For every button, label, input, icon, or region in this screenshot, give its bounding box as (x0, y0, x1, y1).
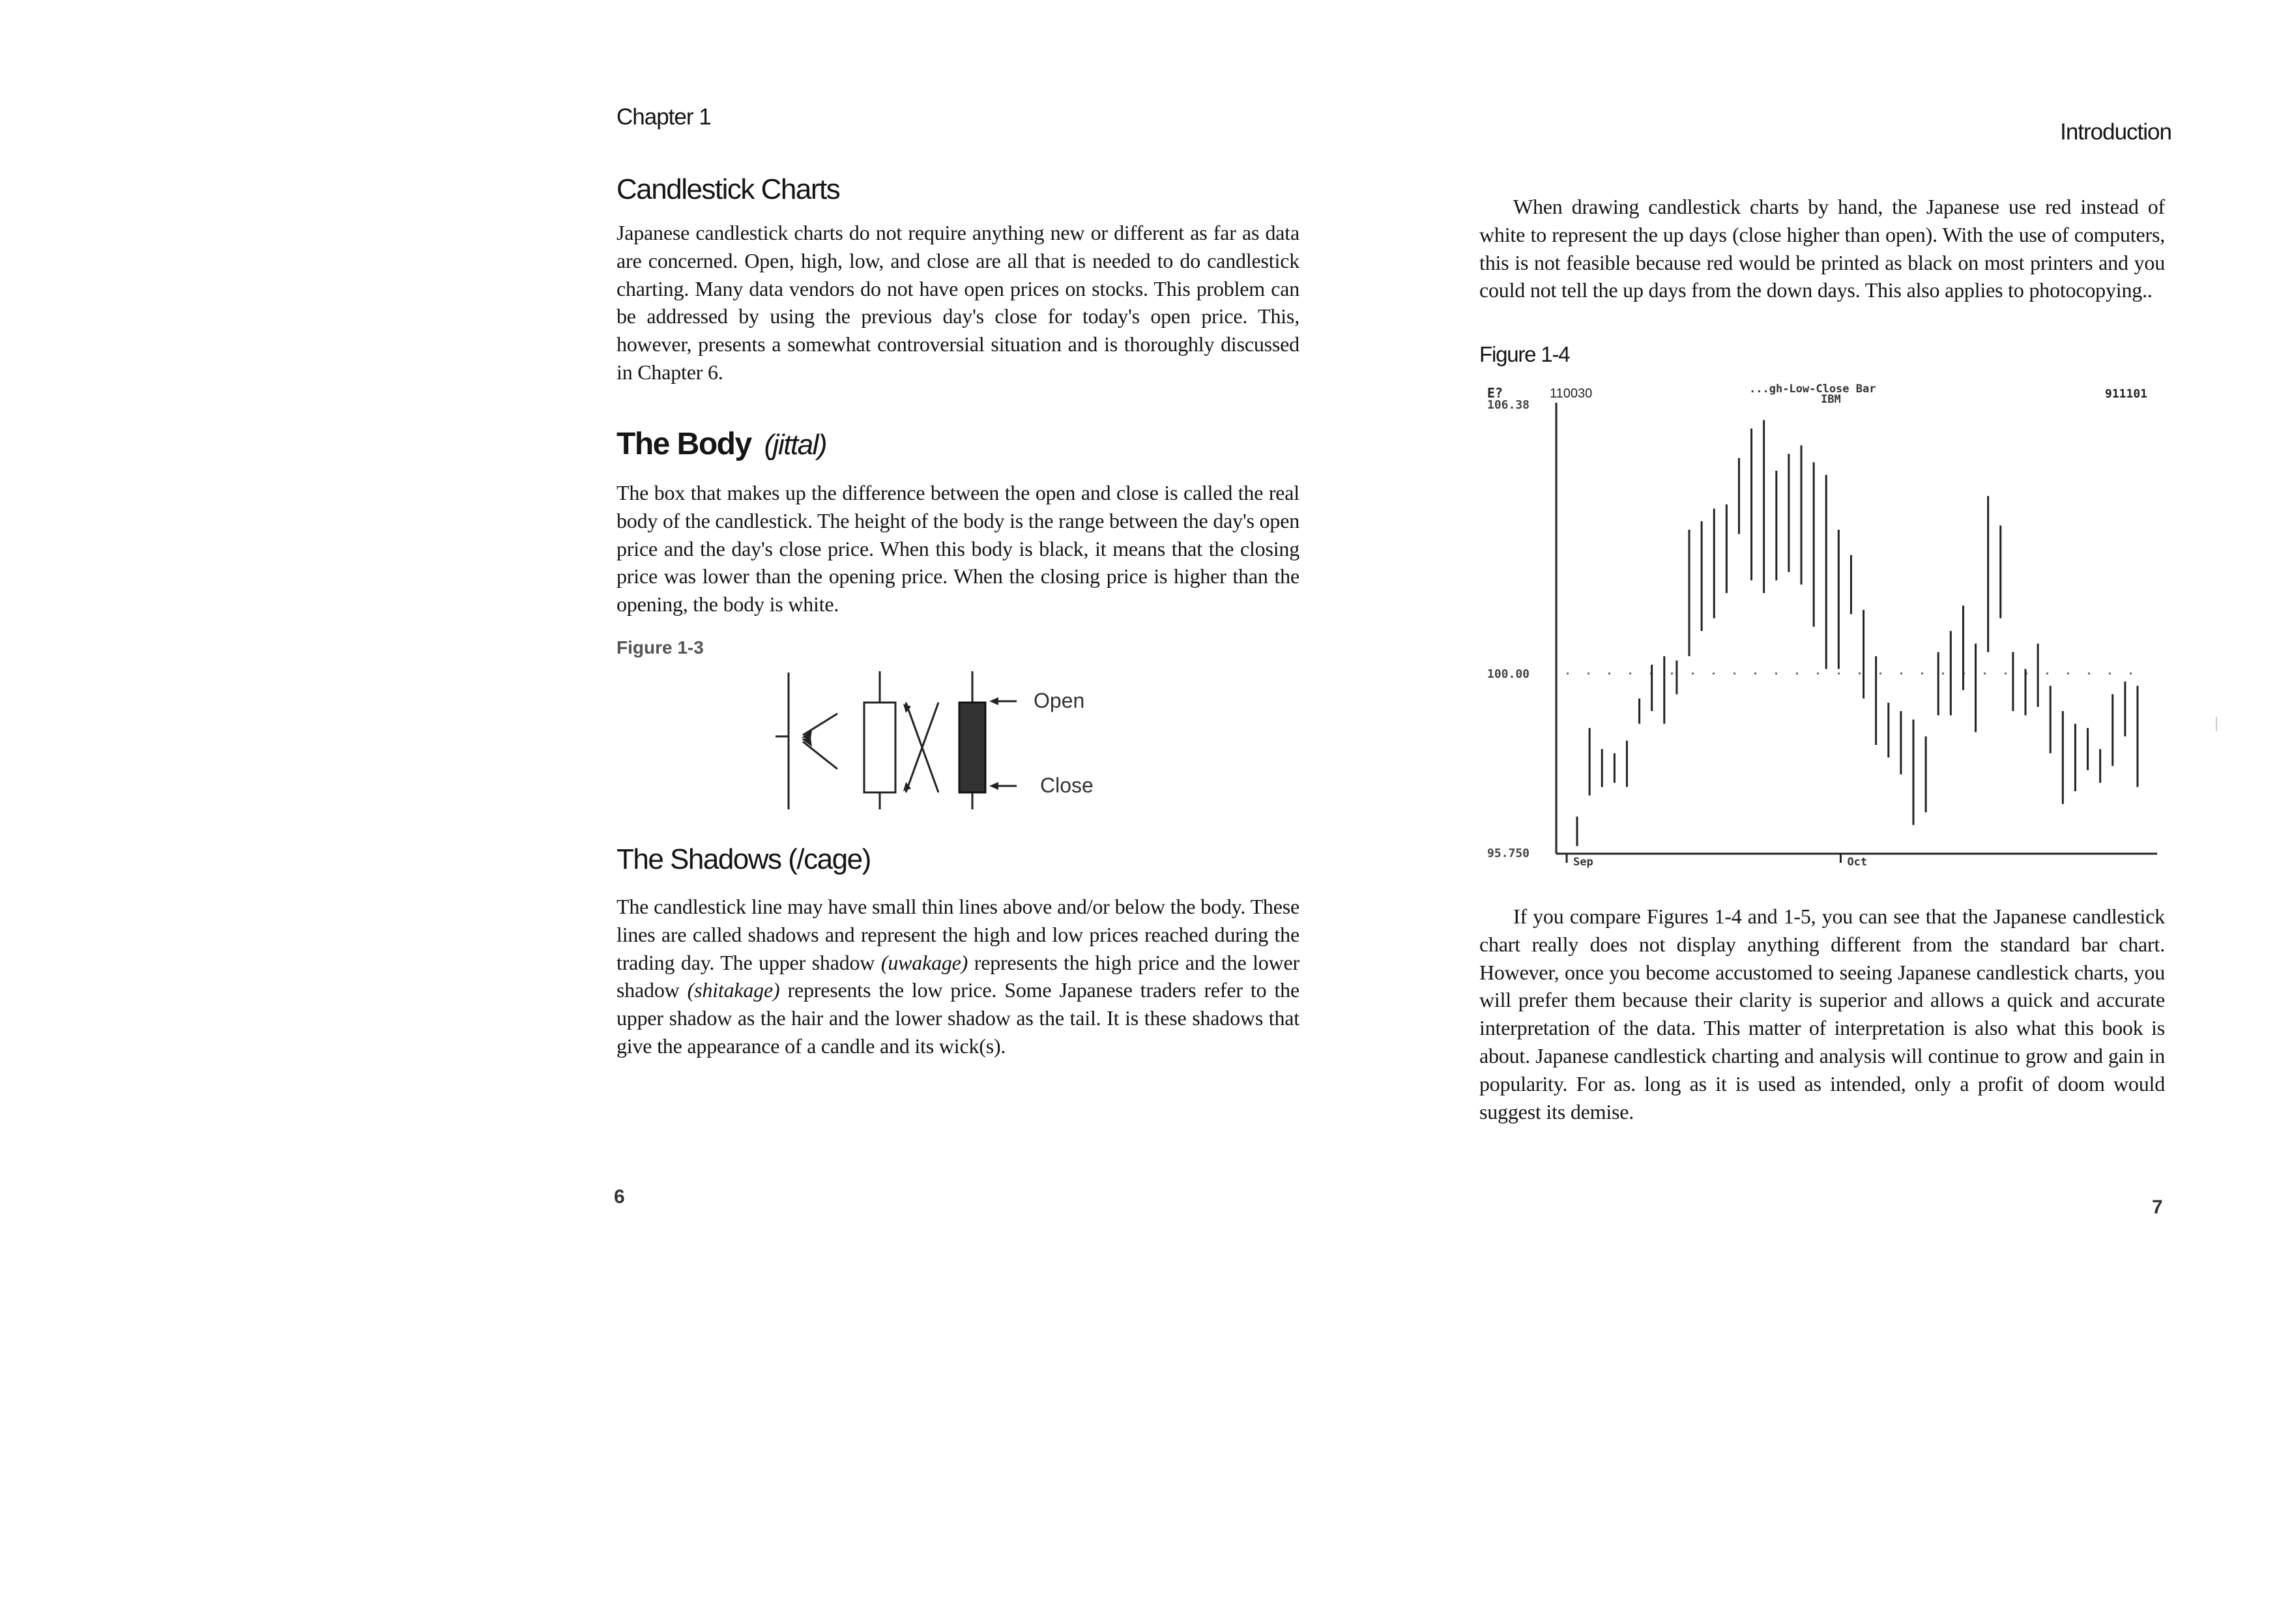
y-tick-label: 95.750 (1487, 847, 1530, 860)
reference-dot (1817, 673, 1819, 674)
y-tick-label: 100.00 (1487, 667, 1530, 681)
arrow-line-lower (803, 742, 837, 769)
open-label: Open (1034, 689, 1085, 712)
chart-header-left: E? (1487, 385, 1503, 401)
reference-dot (1588, 673, 1589, 674)
reference-dot (1796, 673, 1798, 674)
black-candle-body (959, 703, 985, 792)
paragraph-text: The box that makes up the difference between the open and close is called the real body of the candlestick. The height of the body is the range between the day's open price and the day's close price. When this body is black, it means that the closing price was lower than the opening price. When the closing price is higher than the opening, the body is white. (617, 481, 1299, 616)
paragraph-part1: The candlestick line may have small thin lines above and/or below the body. These lines are called shadows and represent the high and low prices reached during the trading day. The upper shadow (617, 895, 1299, 974)
term-uwakage: (uwakage) (880, 950, 968, 974)
y-tick-label: 106.38 (1487, 398, 1530, 412)
reference-dot (2109, 673, 2111, 674)
chart-symbol: IBM (1821, 393, 1841, 406)
figure-1-4-label: Figure 1-4 (1479, 342, 1570, 366)
white-candle-body (864, 703, 895, 792)
figure-1-4-chart (1479, 378, 2174, 873)
reference-dot (1859, 673, 1861, 674)
open-arrowhead (989, 697, 998, 705)
paragraph-hand-drawing (1479, 193, 2165, 304)
reference-dot (1734, 673, 1735, 674)
term-shitakage: (shitakage) (687, 978, 780, 1002)
chart-title: ...gh-Low-Close Bar (1749, 383, 1876, 396)
reference-dot (1775, 673, 1777, 674)
paragraph-text: Japanese candlestick charts do not require anything new or different as far as data are concerned. Open, high, low, and close are all that is needed to do candlestick charting. Many data vendors do not have open prices on stocks. This problem can be addressed by using the previous day's close for today's open price. This, however, presents a somewhat controversial situation and is thoroughly discussed in Chapter 6. (617, 221, 1299, 384)
reference-dot (1921, 673, 1923, 674)
section-heading-candlestick-charts: Candlestick Charts (617, 173, 840, 205)
paragraph-the-body (617, 479, 1299, 618)
paragraph-compare-figures (1479, 903, 2165, 1125)
chart-header-right: 911101 (2105, 387, 2148, 401)
paragraph-candlestick-charts (617, 219, 1299, 386)
running-header-right: Introduction (2060, 119, 2171, 145)
figure-1-3-diagram (776, 665, 1114, 821)
paragraph-text: When drawing candlestick charts by hand, the Japanese use red instead of white to represent the up days (close higher than open). With the use of computers, this is not feasible because red would be printed as black on most printers and you could not tell the up days from the down days. This also applies to photocopying.. (1479, 195, 2165, 302)
reference-dot (2088, 673, 2090, 674)
reference-dot (2046, 673, 2048, 674)
reference-dot (1879, 673, 1881, 674)
running-header-left: Chapter 1 (617, 104, 711, 130)
heading-text: The Body (617, 427, 751, 461)
page-edge-mark (2216, 717, 2217, 731)
arrow-line-upper (803, 714, 837, 735)
paragraph-the-shadows (617, 893, 1299, 1060)
chart-header-code: 110030 (1550, 386, 1593, 401)
x-tick-label: Oct (1847, 856, 1868, 869)
reference-dot (2130, 673, 2132, 674)
reference-dot (1838, 673, 1840, 674)
reference-dot (1900, 673, 1902, 674)
reference-dot (1692, 673, 1694, 674)
reference-dot (1942, 673, 1944, 674)
reference-dot (1629, 673, 1631, 674)
paragraph-part3: represents the low price. Some Japanese traders refer to the upper shadow as the hair and the lower shadow as the tail. It is these shadows that give the appearance of a candle and its wick(s). (617, 978, 1299, 1058)
figure-1-3-label: Figure 1-3 (617, 637, 704, 658)
reference-dot (2005, 673, 2007, 674)
paragraph-part2: represents the high price and the lower shadow (617, 950, 1299, 1002)
section-heading-the-shadows: The Shadows (/cage) (617, 843, 871, 875)
section-heading-the-body (617, 426, 826, 462)
close-label: Close (1040, 774, 1094, 797)
page-number-left: 6 (614, 1186, 625, 1208)
reference-dot (1984, 673, 1986, 674)
paragraph-text (617, 893, 1299, 1060)
x-tick-label: Sep (1573, 856, 1593, 869)
heading-term: (jittal) (764, 429, 827, 461)
reference-dot (1671, 673, 1673, 674)
page-number-right: 7 (2152, 1196, 2163, 1218)
reference-dot (1713, 673, 1715, 674)
reference-dot (1567, 673, 1569, 674)
reference-dot (1754, 673, 1756, 674)
close-arrowhead (989, 782, 998, 790)
paragraph-text: If you compare Figures 1-4 and 1-5, you can see that the Japanese candlestick chart really does not display anything different from the standard bar chart. However, once you become accustomed to seeing Japanese candlestick charts, you will prefer them because their clarity is superior and allows a quick and accurate interpretation of the data. This matter of interpretation is also what this book is about. Japanese candlestick charting and analysis will continue to grow and gain in popularity. For as. long as it is used as intended, only a profit of doom would suggest its demise. (1479, 905, 2165, 1124)
reference-dot (1608, 673, 1610, 674)
reference-dot (2067, 673, 2069, 674)
